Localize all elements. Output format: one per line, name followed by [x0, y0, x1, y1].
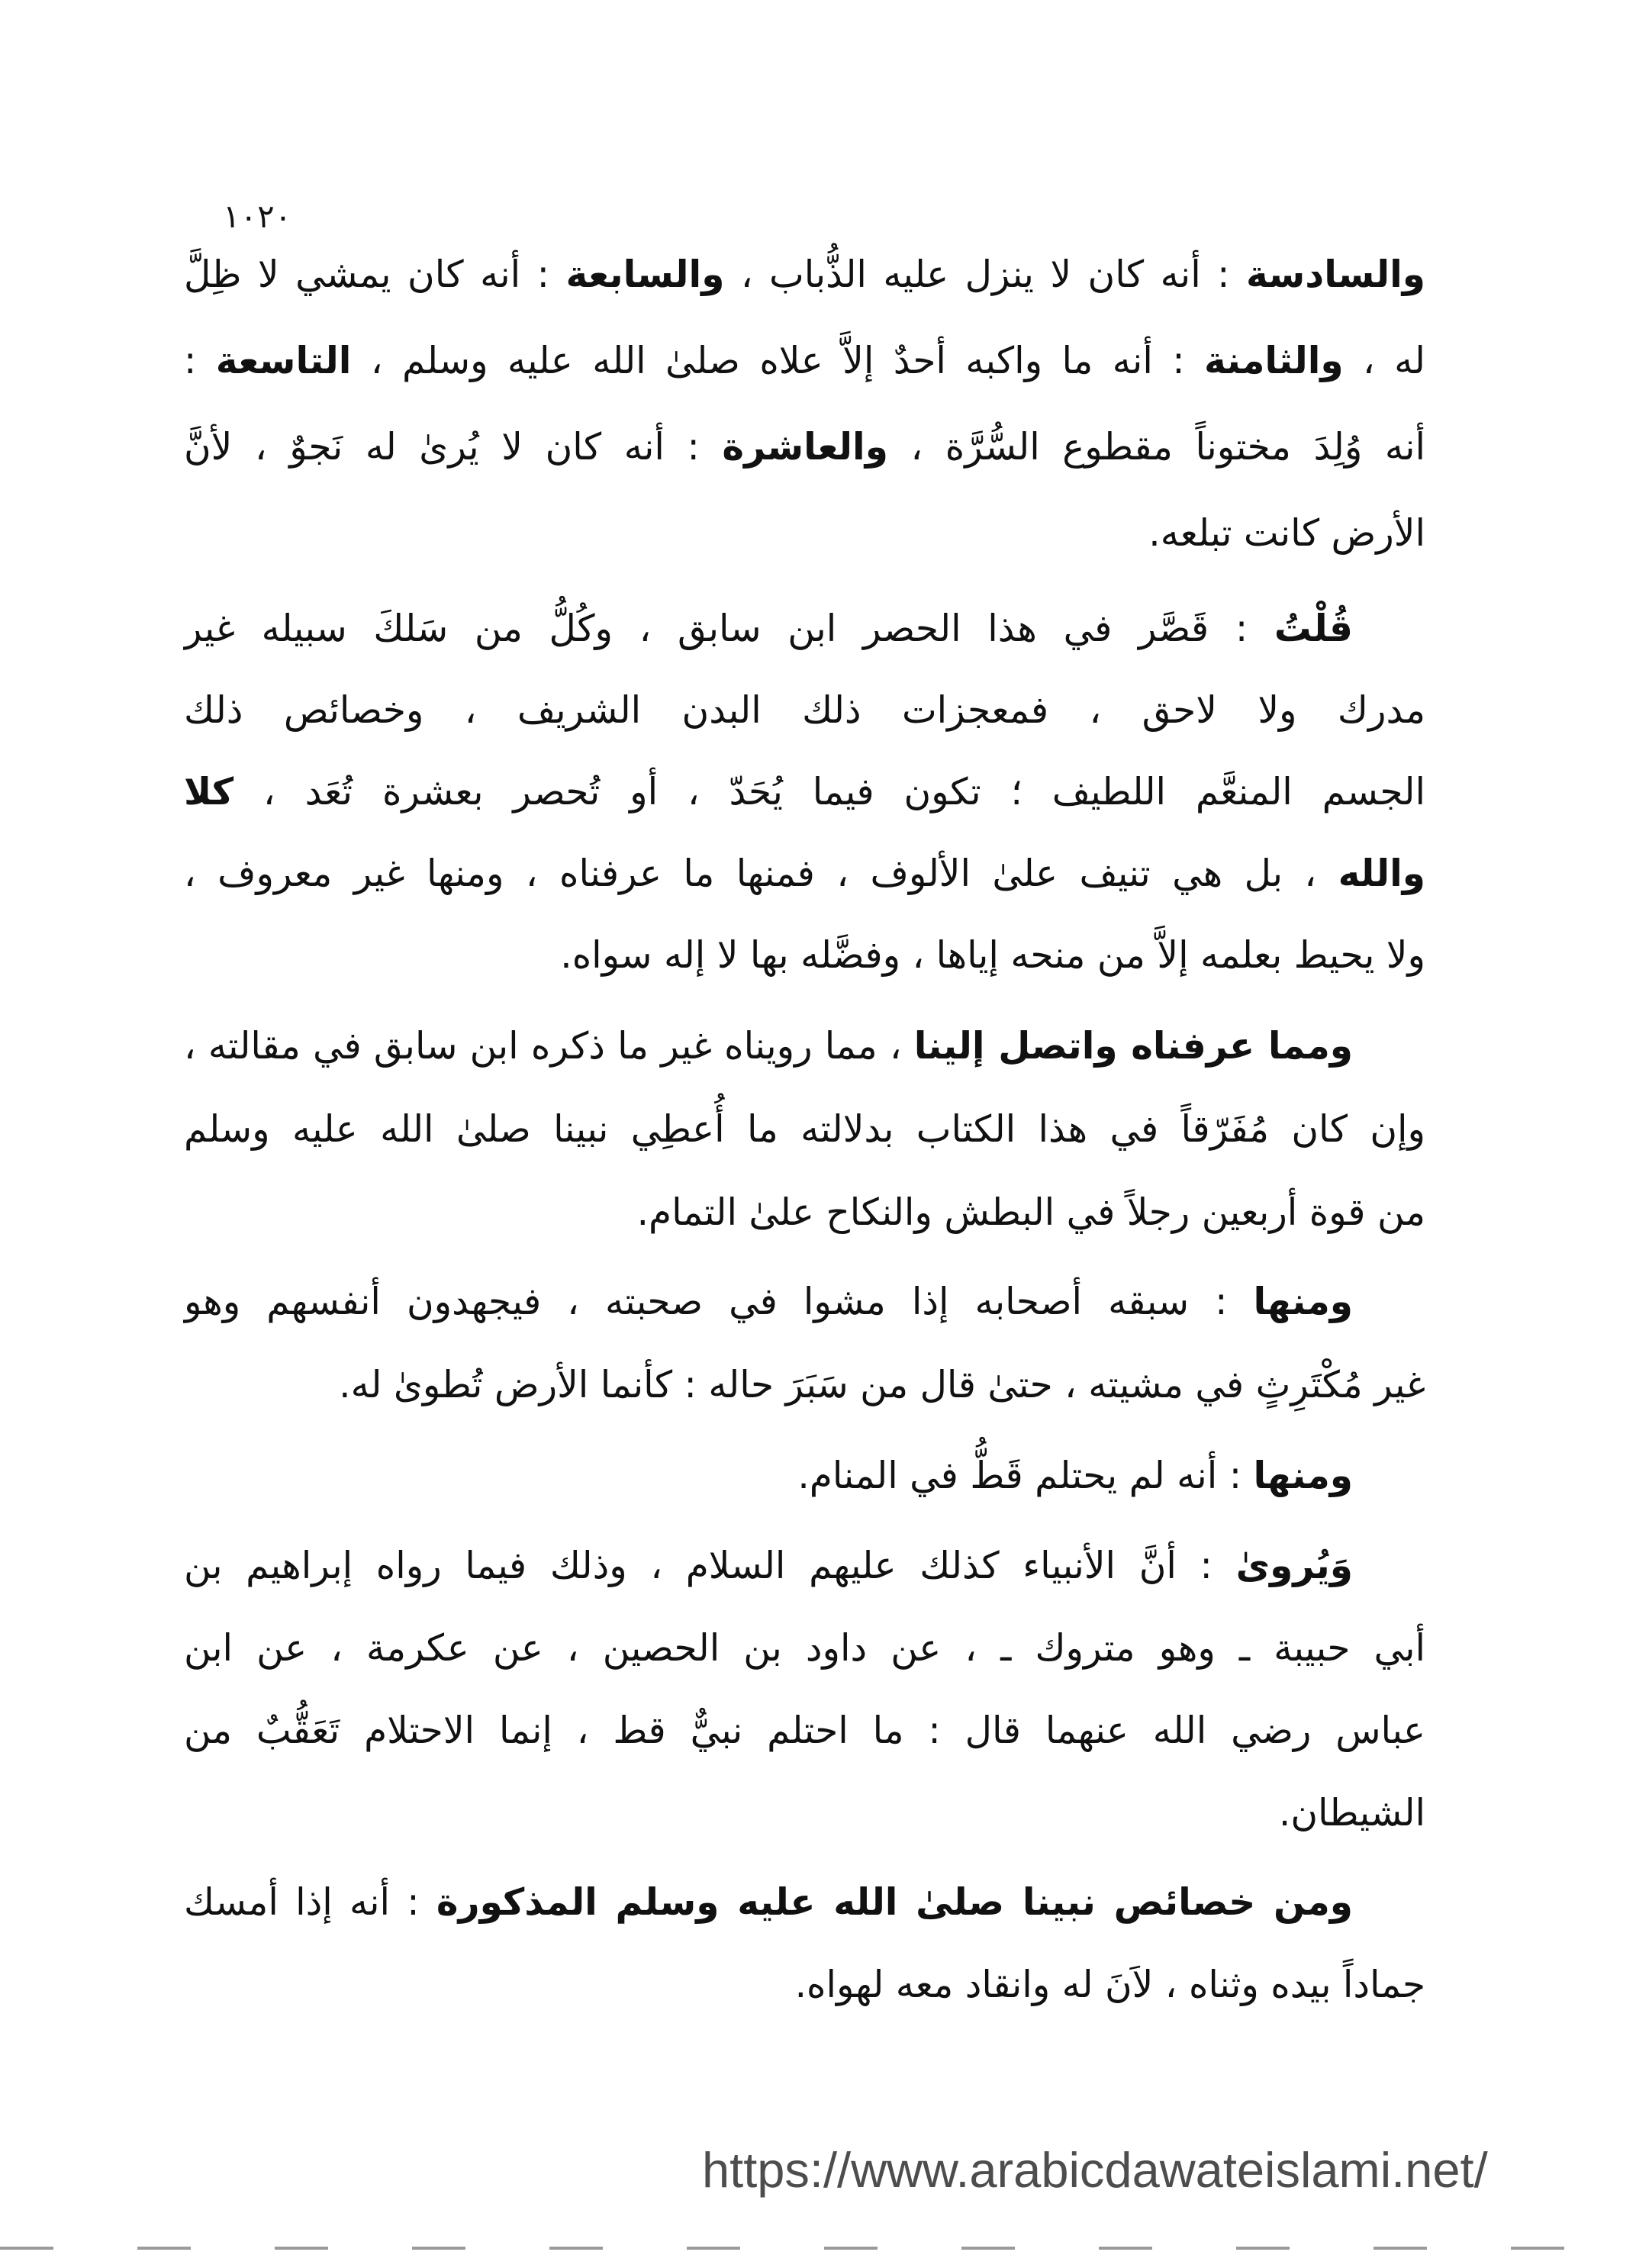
text-line [183, 1344, 1425, 1427]
text-line [183, 670, 1425, 752]
text-line [183, 1088, 1425, 1171]
text-segment: من قوة أربعين رجلاً في البطش والنكاح علىٰ التمام. [636, 1191, 1425, 1234]
text-line [183, 1690, 1425, 1772]
text-segment: : قَصَّر في هذا الحصر ابن سابق ، وكُلُّ من سَلكَ سبيله غير [184, 607, 1274, 650]
text-segment: غير مُكْتَرِثٍ في مشيته ، حتىٰ قال من سَبَرَ حاله : كأنما الأرض تُطوىٰ له. [339, 1364, 1425, 1406]
bold-term: قُلْتُ [1274, 607, 1353, 650]
text-line [183, 1171, 1425, 1255]
paragraph [183, 232, 1425, 577]
text-line [183, 915, 1425, 997]
text-line [183, 1772, 1425, 1854]
text-segment: له ، [1343, 340, 1425, 382]
text-segment: : سبقه أصحابه إذا مشوا في صحبته ، فيجهدون أنفسهم وهو [184, 1281, 1254, 1323]
text-line [183, 588, 1425, 670]
bold-term: ومنها [1253, 1281, 1353, 1323]
paragraph [183, 1005, 1425, 1255]
text-line [183, 318, 1425, 404]
text-segment: : أنه لم يحتلم قَطُّ في المنام. [797, 1455, 1254, 1497]
paragraph [183, 1525, 1425, 1854]
page-number: ١٠٢٠ [223, 198, 292, 235]
watermark-url: https://www.arabicdawateislami.net/ [702, 2142, 1488, 2198]
bold-term: ومما عرفناه واتصل إلينا [913, 1025, 1353, 1068]
text-segment: الأرض كانت تبلعه. [1148, 512, 1425, 555]
text-line [183, 1525, 1425, 1607]
text-segment: الشيطان. [1278, 1792, 1425, 1835]
text-segment: : أنه ما واكبه أحدٌ إلاَّ علاه صلىٰ الله عليه وسلم ، [351, 340, 1205, 382]
text-segment: : [183, 340, 216, 382]
text-line [183, 833, 1425, 915]
text-segment: : أنَّ الأنبياء كذلك عليهم السلام ، وذلك فيما رواه إبراهيم بن [184, 1545, 1236, 1587]
bold-term: وَيُروىٰ [1235, 1545, 1353, 1587]
bold-term: ومن خصائص نبينا صلىٰ الله عليه وسلم المذكورة [436, 1881, 1353, 1924]
text-segment: : أنه كان لا يُرىٰ له نَجوٌ ، لأنَّ [184, 426, 723, 469]
text-segment: ولا يحيط بعلمه إلاَّ من منحه إياها ، وفضَّله بها لا إله سواه. [560, 934, 1425, 977]
bold-term: والثامنة [1204, 340, 1344, 382]
text-line [183, 1261, 1425, 1344]
text-line [183, 752, 1425, 833]
text-segment: ، مما رويناه غير ما ذكره ابن سابق في مقالته ، [184, 1025, 914, 1068]
bold-term: والسابعة [565, 253, 725, 296]
paragraph [183, 1435, 1425, 1518]
text-segment: عباس رضي الله عنهما قال : ما احتلم نبيٌّ قط ، إنما الاحتلام تَعَقُّبٌ من [184, 1709, 1425, 1752]
bold-term: والله [1338, 852, 1425, 895]
text-segment: أبي حبيبة ـ وهو متروك ـ ، عن داود بن الحصين ، عن عكرمة ، عن ابن [184, 1627, 1425, 1670]
text-line [183, 1944, 1425, 2026]
text-line [183, 1005, 1425, 1088]
paragraph [183, 588, 1425, 997]
bold-term: ومنها [1253, 1455, 1353, 1497]
text-segment: مدرك ولا لاحق ، فمعجزات ذلك البدن الشريف ، وخصائص ذلك [184, 689, 1425, 732]
text-segment: : أنه كان لا ينزل عليه الذُّباب ، [724, 253, 1246, 296]
bold-term: والسادسة [1246, 253, 1425, 296]
text-segment: : أنه إذا أمسك [184, 1881, 436, 1924]
text-segment: وإن كان مُفَرّقاً في هذا الكتاب بدلالته ما أُعطِي نبينا صلىٰ الله عليه وسلم [184, 1108, 1425, 1151]
paragraph [183, 1261, 1425, 1427]
text-segment: أنه وُلِدَ مختوناً مقطوع السُّرَّة ، [887, 426, 1425, 469]
bold-term: التاسعة [215, 340, 352, 382]
bold-term: والعاشرة [722, 426, 888, 469]
paragraph [183, 1861, 1425, 2026]
text-line [183, 491, 1425, 577]
text-line [183, 404, 1425, 491]
text-segment: : أنه كان يمشي لا ظِلَّ [184, 253, 566, 296]
text-line [183, 232, 1425, 318]
text-line [183, 1861, 1425, 1944]
scan-edge-marks [0, 2247, 1636, 2250]
text-segment: ، بل هي تنيف علىٰ الألوف ، فمنها ما عرفناه ، ومنها غير معروف ، [184, 852, 1338, 895]
text-line [183, 1435, 1425, 1518]
text-segment: الجسم المنعَّم اللطيف ؛ تكون فيما يُحَدّ ، أو تُحصر بعشرة تُعَد ، [233, 771, 1425, 813]
text-line [183, 1607, 1425, 1690]
text-segment: جماداً بيده وثناه ، لاَنَ له وانقاد معه لهواه. [794, 1964, 1425, 2006]
bold-term: كلا [184, 771, 234, 813]
